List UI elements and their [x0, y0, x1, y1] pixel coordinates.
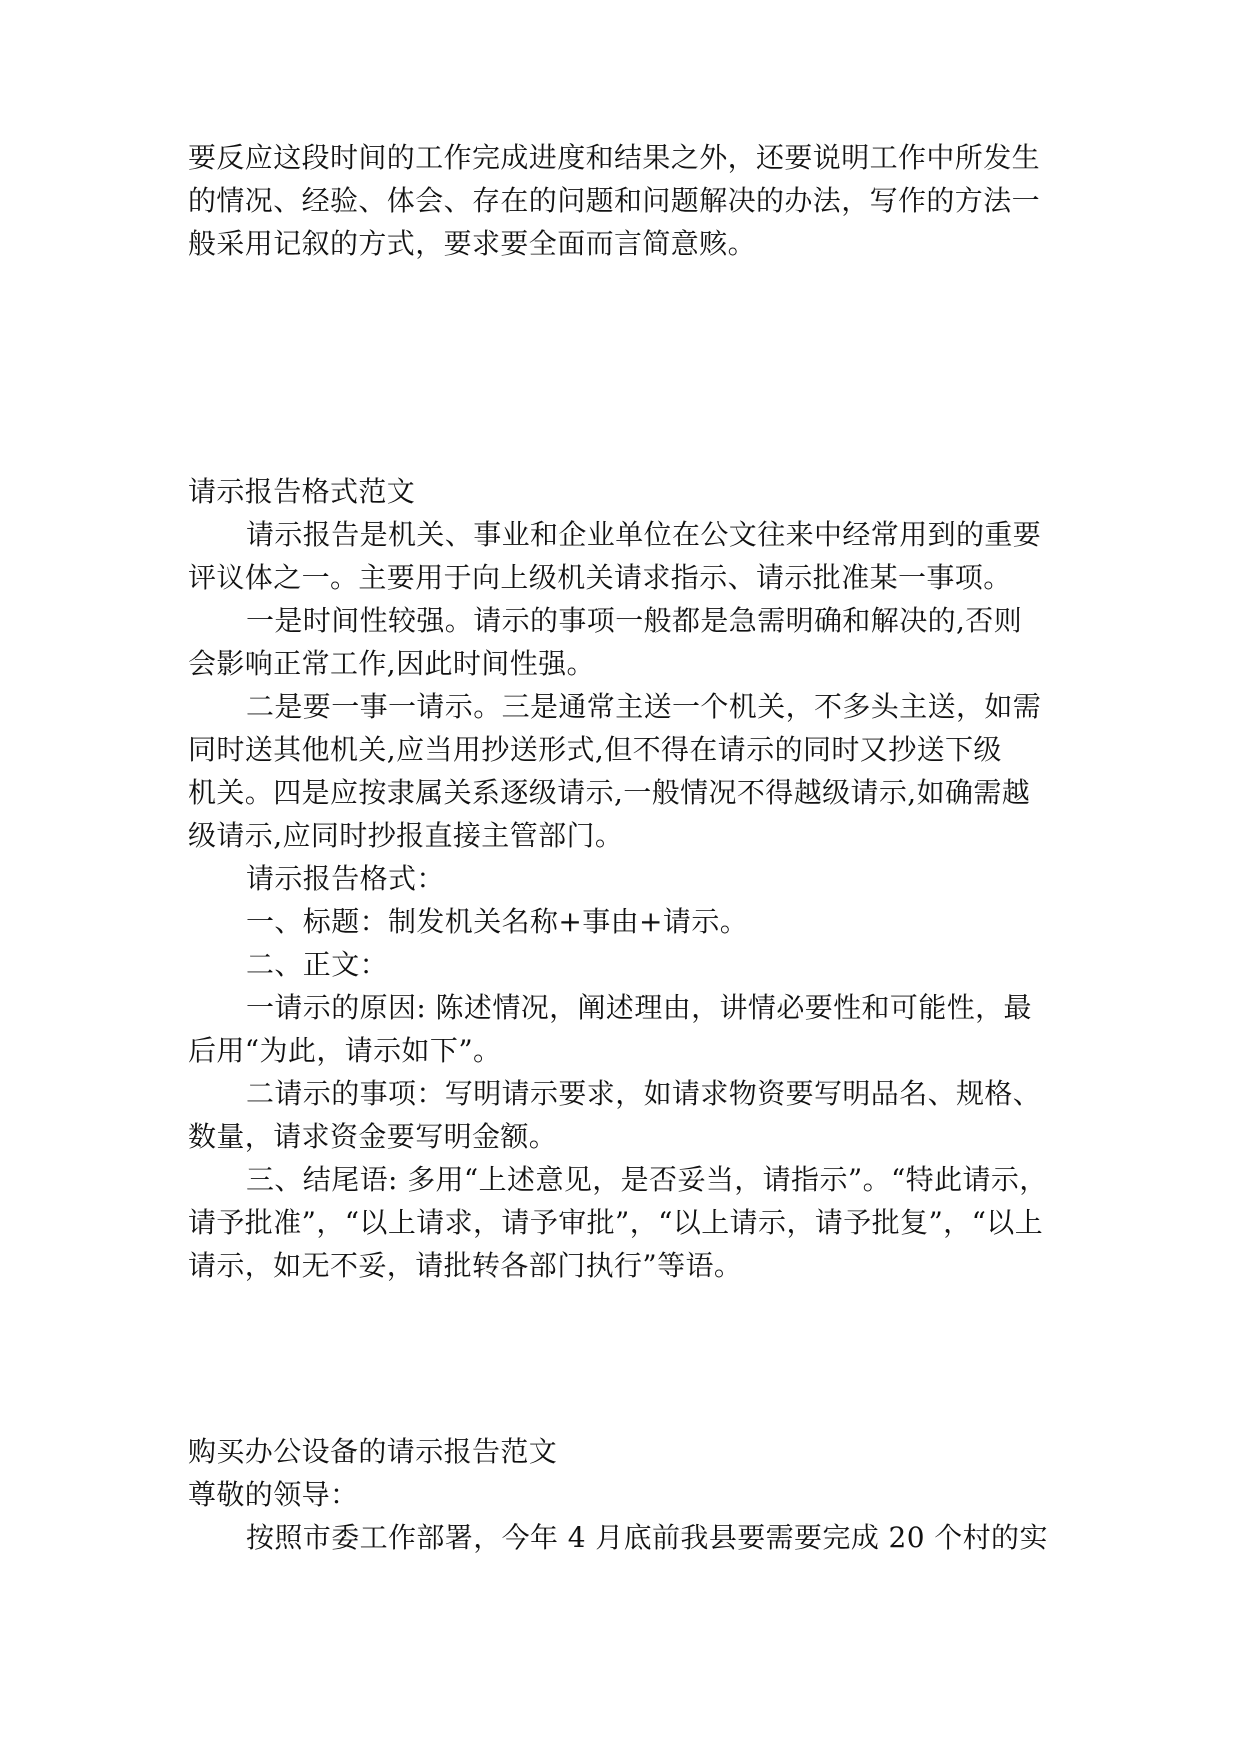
- text-line: 后用“为此，请示如下”。: [188, 1034, 502, 1067]
- text-line: 一请示的原因: 陈述情况，阐述理由，讲情必要性和可能性，最: [246, 991, 1032, 1024]
- text-line: 按照市委工作部署，今年 4 月底前我县要需要完成 20 个村的实: [246, 1521, 1048, 1554]
- text-line: 一是时间性较强。请示的事项一般都是急需明确和解决的,否则: [246, 604, 1023, 637]
- text-line: 二请示的事项：写明请示要求，如请求物资要写明品名、规格、: [246, 1077, 1042, 1110]
- text-line: 三、结尾语: 多用“上述意见，是否妥当，请指示”。“特此请示，: [246, 1163, 1048, 1196]
- text-line: 请示报告格式：: [246, 862, 445, 895]
- text-line: 机关。四是应按隶属关系逐级请示,一般情况不得越级请示,如确需越: [188, 776, 1031, 809]
- intro-paragraph: [188, 136, 1068, 265]
- text-line: 请示，如无不妥，请批转各部门执行”等语。: [188, 1249, 743, 1282]
- text-line: 二、正文：: [246, 948, 389, 981]
- text-line: 评议体之一。主要用于向上级机关请求指示、请示批准某一事项。: [188, 561, 1012, 594]
- section-request-report-format: [188, 470, 1068, 1287]
- text-line: 级请示,应同时抄报直接主管部门。: [188, 819, 624, 852]
- text-line: 二是要一事一请示。三是通常主送一个机关，不多头主送，如需: [246, 690, 1042, 723]
- text-line: 同时送其他机关,应当用抄送形式,但不得在请示的同时又抄送下级: [188, 733, 1002, 766]
- salutation: 尊敬的领导：: [188, 1478, 359, 1511]
- text-line: 会影响正常工作,因此时间性强。: [188, 647, 595, 680]
- text-line: 请予批准”，“以上请求，请予审批”，“以上请示，请予批复”，“以上: [188, 1206, 1044, 1239]
- section-title: 请示报告格式范文: [188, 475, 416, 508]
- text-line: 一、标题：制发机关名称+事由+请示。: [246, 905, 749, 938]
- section-title: 购买办公设备的请示报告范文: [188, 1435, 558, 1468]
- text-line: 数量，请求资金要写明金额。: [188, 1120, 558, 1153]
- text-line: 般采用记叙的方式，要求要全面而言简意赅。: [188, 227, 757, 260]
- text-line: 请示报告是机关、事业和企业单位在公文往来中经常用到的重要: [246, 518, 1042, 551]
- section-office-equipment-request: [188, 1430, 1068, 1559]
- text-line: 要反应这段时间的工作完成进度和结果之外，还要说明工作中所发生: [188, 141, 1041, 174]
- text-line: 的情况、经验、体会、存在的问题和问题解决的办法，写作的方法一: [188, 184, 1041, 217]
